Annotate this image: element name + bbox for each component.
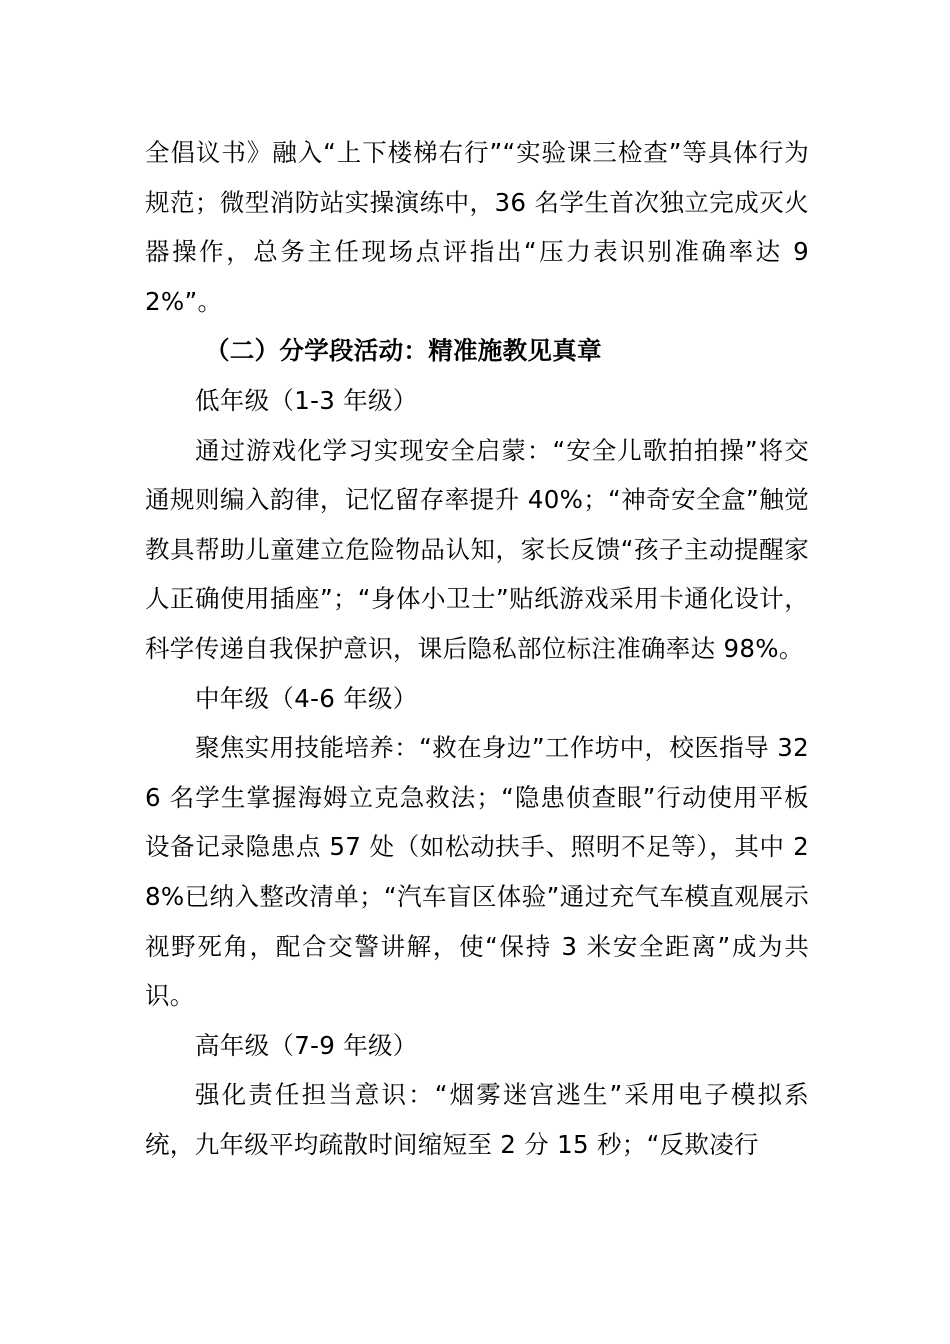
low-grade-paragraph: 通过游戏化学习实现安全启蒙：“安全儿歌拍拍操”将交通规则编入韵律，记忆留存率提升 40%；“神奇安全盒”触觉教具帮助儿童建立危险物品认知，家长反馈“孩子主动提醒家人正确使用插座”；“身体小卫士”贴纸游戏采用卡通化设计，科学传递自我保护意识，课后隐私部位标注准确率达 98%。 — [145, 435, 809, 663]
mid-grade-paragraph: 聚焦实用技能培养：“救在身边”工作坊中，校医指导 326 名学生掌握海姆立克急救法；“隐患侦查眼”行动使用平板设备记录隐患点 57 处（如松动扶手、照明不足等），其中 28%已纳入整改清单；“汽车盲区体验”通过充气车模直观展示视野死角，配合交警讲解，使“保持 3 米安全距离”成为共识。 — [145, 733, 809, 1011]
mid-grade-title: 中年级（4-6 年级） — [195, 683, 418, 713]
low-grade-title: 低年级（1-3 年级） — [195, 385, 418, 415]
document-body — [145, 128, 809, 1169]
high-grade-paragraph: 强化责任担当意识：“烟雾迷宫逃生”采用电子模拟系统，九年级平均疏散时间缩短至 2 分 15 秒；“反欺凌行 — [145, 1080, 809, 1159]
section-heading: （二）分学段活动：精准施教见真章 — [205, 336, 602, 366]
high-grade-title: 高年级（7-9 年级） — [195, 1030, 418, 1060]
paragraph-safety-proposal: 全倡议书》融入“上下楼梯右行”“实验课三检查”等具体行为规范；微型消防站实操演练中，36 名学生首次独立完成灭火器操作，总务主任现场点评指出“压力表识别准确率达 92%”。 — [145, 138, 809, 316]
